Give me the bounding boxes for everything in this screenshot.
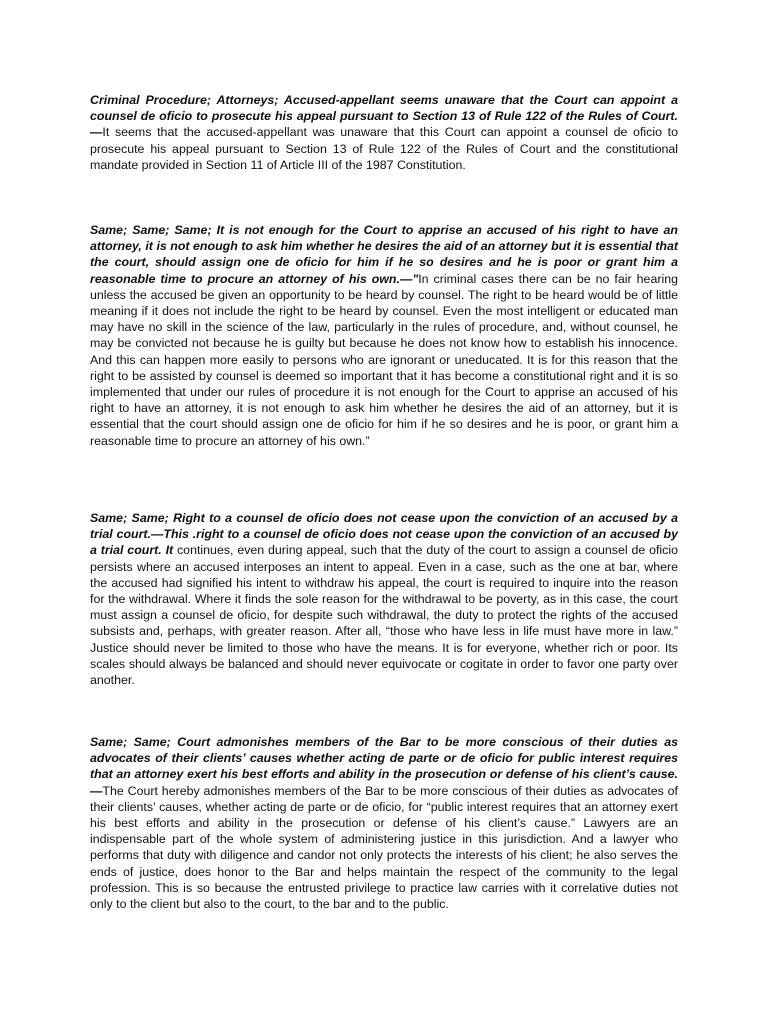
paragraph-4-body: The Court hereby admonishes members of the Bar to be more conscious of their duties as advocates of their clients’ causes, whether acting de parte or de oficio, for “public interest requires that an attorney exert his best efforts and ability in the prosecution or defense of his client’s cause.” Lawyers are an indispensable part of the whole system of administering justice in this jurisdiction. And a lawyer who performs that duty with diligence and candor not only protects the interests of his client; he also serves the ends of justice, does honor to the Bar and helps maintain the respect of the community to the legal profession. This is so because the entrusted privilege to practice law carries with it correlative duties not only to the client but also to the court, to the bar and to the public.	[90, 783, 678, 912]
syllabus-paragraph-1	[90, 92, 678, 173]
paragraph-4-heading: Same; Same; Court admonishes members of the Bar to be more conscious of their duties as advocates of their clients’ causes whether acting de parte or de oficio for public interest requires that an attorney exert his best efforts and ability in the prosecution or defense of his client’s cause.—	[90, 735, 678, 798]
paragraph-3-body: continues, even during appeal, such that the duty of the court to assign a counsel de oficio persists where an accused interposes an intent to appeal. Even in a case, such as the one at bar, where the accused had signified his intent to withdraw his appeal, the court is required to inquire into the reason for the withdrawal. Where it finds the sole reason for the withdrawal to be poverty, as in this case, the court must assign a counsel de oficio, for despite such withdrawal, the duty to protect the rights of the accused subsists and, perhaps, with greater reason. After all, “those who have less in life must have more in law.” Justice should never be limited to those who have the means. It is for everyone, whether rich or poor. Its scales should always be balanced and should never equivocate or cogitate in order to favor one party over another.	[90, 543, 678, 688]
paragraph-3-heading: Same; Same; Right to a counsel de oficio does not cease upon the conviction of an accused by a trial court.—This .right to a counsel de oficio does not cease upon the conviction of an accused by a trial court. It	[90, 511, 678, 558]
syllabus-paragraph-2	[90, 222, 678, 449]
syllabus-paragraph-4	[90, 734, 678, 912]
paragraph-1-heading: Criminal Procedure; Attorneys; Accused-appellant seems unaware that the Court can appoint a counsel de oficio to prosecute his appeal pursuant to Section 13 of Rule 122 of the Rules of Court.—	[90, 93, 678, 140]
paragraph-1-body: It seems that the accused-appellant was unaware that this Court can appoint a counsel de oficio to prosecute his appeal pursuant to Section 13 of Rule 122 of the Rules of Court and the constitutional mandate provided in Section 11 of Article III of the 1987 Constitution.	[90, 125, 678, 172]
syllabus-paragraph-3	[90, 510, 678, 688]
paragraph-2-body: In criminal cases there can be no fair hearing unless the accused be given an opportunity to be heard by counsel. The right to be heard would be of little meaning if it does not include the right to be heard by counsel. Even the most intelligent or educated man may have no skill in the science of the law, particularly in the rules of procedure, and, without counsel, he may be convicted not because he is guilty but because he does not know how to establish his innocence. And this can happen more easily to persons who are ignorant or uneducated. It is for this reason that the right to be assisted by counsel is deemed so important that it has become a constitutional right and it is so implemented that under our rules of procedure it is not enough for the Court to apprise an accused of his right to have an attorney, it is not enough to ask him whether he desires the aid of an attorney, but it is essential that the court should assign one de oficio for him if he so desires and he is poor, or grant him a reasonable time to procure an attorney of his own.”	[90, 271, 678, 448]
paragraph-2-heading: Same; Same; Same; It is not enough for the Court to apprise an accused of his right to have an attorney, it is not enough to ask him whether he desires the aid of an attorney but it is essential that the court, should assign one de oficio for him if he so desires and he is poor or grant him a reasonable time to procure an attorney of his own.—"	[90, 223, 678, 286]
